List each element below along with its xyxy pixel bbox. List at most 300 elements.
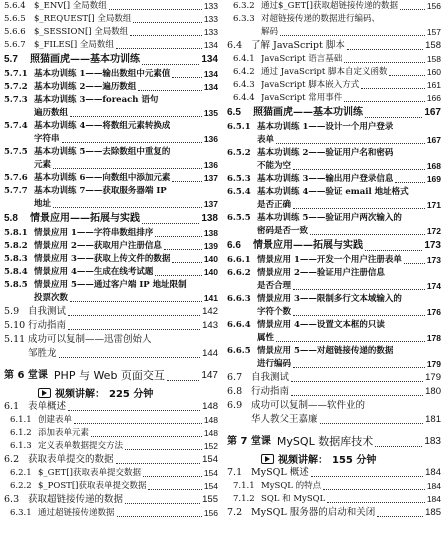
lesson-number: 第 7 堂课 — [227, 436, 271, 447]
dot-leader — [293, 315, 425, 316]
toc-entry[interactable] — [4, 427, 218, 440]
page-number: 172 — [426, 226, 441, 236]
entry-title: 基本功训练 4——将数组元素转换成 — [34, 121, 171, 131]
dot-leader — [404, 263, 425, 264]
toc-entry-continuation — [4, 198, 218, 211]
entry-title: 行动指南 — [251, 386, 290, 397]
toc-right-column — [227, 0, 441, 560]
entry-title: 基本功训练 4——验证 email 地址格式 — [257, 187, 409, 197]
toc-entry[interactable] — [227, 493, 441, 506]
dot-leader — [172, 181, 201, 182]
toc-entry[interactable] — [227, 0, 441, 13]
entry-title: $_POST[]获取表单提交数据 — [38, 481, 147, 491]
entry-title: 基本功训练 2——遍历数组 — [34, 82, 137, 92]
toc-entry[interactable] — [227, 385, 441, 399]
toc-entry-continuation — [4, 347, 218, 361]
toc-entry-continuation — [227, 26, 441, 39]
dot-leader — [276, 341, 425, 342]
toc-entry[interactable] — [4, 400, 218, 414]
entry-number: 5.8.5 — [4, 280, 28, 290]
entry-number: 6.4.1 — [233, 54, 255, 64]
entry-title: 通过超链接传递数据 — [38, 508, 115, 518]
entry-title: 表单 — [257, 135, 275, 145]
entry-number: 6.1.2 — [10, 428, 32, 438]
lesson-title: MySQL 数据库技术 — [276, 435, 374, 448]
page-number: 141 — [203, 293, 218, 303]
toc-entry[interactable] — [227, 13, 441, 26]
dot-leader — [311, 476, 423, 477]
dot-leader — [130, 35, 202, 36]
dot-leader — [293, 289, 425, 290]
dot-leader — [276, 143, 425, 144]
toc-entry[interactable] — [4, 26, 218, 39]
toc-entry[interactable] — [4, 333, 218, 347]
page-number: 183 — [424, 436, 441, 447]
entry-title: 情景应用 2——获取用户注册信息 — [34, 241, 162, 251]
page-number: 154 — [203, 468, 218, 478]
toc-entry[interactable] — [227, 92, 441, 105]
entry-number: 5.8.1 — [4, 228, 28, 238]
entry-number: 7.1.1 — [233, 481, 255, 491]
page-number: 148 — [203, 428, 218, 438]
toc-entry[interactable] — [4, 266, 218, 279]
toc-entry-continuation — [4, 292, 218, 305]
dot-leader — [365, 117, 422, 118]
page-number: 148 — [202, 401, 218, 412]
toc-entry[interactable] — [4, 240, 218, 253]
entry-title: $_GET[]获取表单提交数据 — [38, 468, 141, 478]
entry-title: $_FILES[] 全局数组 — [34, 40, 114, 50]
page-number: 140 — [203, 254, 218, 264]
entry-number: 6.4.4 — [233, 93, 255, 103]
entry-number: 5.8.2 — [4, 241, 28, 251]
toc-entry[interactable] — [4, 94, 218, 107]
entry-number: 5.7.6 — [4, 173, 28, 183]
page-number: 134 — [203, 82, 218, 92]
entry-number: 6.6.1 — [227, 255, 251, 265]
entry-number: 5.7.2 — [4, 82, 28, 92]
dot-leader — [53, 168, 202, 169]
dot-leader — [155, 275, 201, 276]
page-number: 178 — [426, 333, 441, 343]
entry-number: 6.3 — [4, 494, 20, 505]
dot-leader — [70, 301, 202, 302]
entry-title: 华人教父王嘉廉 — [251, 414, 318, 425]
entry-title: 情景应用 4——设置文本框的只读 — [257, 320, 385, 330]
page-number: 160 — [426, 67, 441, 77]
toc-section-heading[interactable] — [4, 52, 218, 68]
toc-entry[interactable] — [4, 480, 218, 493]
entry-title: 基本功训练 1——输出数组中元素值 — [34, 69, 171, 79]
page-number: 185 — [425, 507, 441, 518]
toc-entry[interactable] — [4, 13, 218, 26]
entry-number: 6.4.3 — [233, 80, 255, 90]
entry-title: MySQL 概述 — [251, 467, 309, 478]
page-number: 168 — [426, 161, 441, 171]
page-number: 156 — [203, 508, 218, 518]
page-number: 157 — [426, 27, 441, 37]
entry-number: 5.8 — [4, 213, 18, 224]
entry-title: 字符个数 — [257, 307, 292, 317]
dot-leader — [155, 236, 201, 237]
entry-number: 6.6.5 — [227, 346, 251, 356]
dot-leader — [116, 48, 202, 49]
dot-leader — [68, 329, 200, 330]
page-number: 138 — [203, 228, 218, 238]
toc-entry[interactable] — [227, 466, 441, 480]
entry-title: 属性 — [257, 333, 275, 343]
dot-leader — [74, 423, 202, 424]
entry-title: 情景应用 1——字符串数组排序 — [34, 228, 154, 238]
entry-number: 5.6.6 — [4, 27, 26, 37]
page-number: 184 — [425, 467, 441, 478]
entry-title: 行动指南 — [28, 320, 67, 331]
page-number: 158 — [425, 40, 441, 51]
entry-title: 字符串 — [34, 134, 60, 144]
page-number: 148 — [203, 415, 218, 425]
toc-entry[interactable] — [227, 345, 441, 358]
dot-leader — [164, 249, 202, 250]
toc-entry[interactable] — [227, 480, 441, 493]
entry-number: 5.7.1 — [4, 69, 28, 79]
entry-number: 6.4.2 — [233, 67, 255, 77]
dot-leader — [68, 315, 200, 316]
page-number: 136 — [203, 160, 218, 170]
dot-leader — [142, 223, 199, 224]
entry-number: 7.1.2 — [233, 494, 255, 504]
page-number: 139 — [203, 241, 218, 251]
entry-number: 6.1.3 — [10, 441, 32, 451]
entry-title: 情景应用 2——验证用户注册信息 — [257, 268, 385, 278]
entry-title: 基本功训练 2——验证用户名和密码 — [257, 148, 394, 158]
entry-title: 定义表单数据提交方法 — [38, 441, 124, 451]
dot-leader — [125, 449, 202, 450]
page-number: 133 — [203, 14, 218, 24]
lesson-heading[interactable] — [227, 433, 441, 451]
toc-entry[interactable] — [227, 173, 441, 186]
entry-title: 基本功训练 3——输出用户登录信息 — [257, 174, 394, 184]
toc-entry-continuation — [4, 159, 218, 172]
toc-entry[interactable] — [227, 66, 441, 79]
dot-leader — [142, 64, 199, 65]
entry-title: 密码是否一致 — [257, 226, 309, 236]
page-number: 167 — [424, 107, 441, 118]
entry-title: 获取超链接传递的数据 — [28, 494, 124, 505]
entry-title: MySQL 服务器的启动和关闭 — [251, 507, 376, 518]
entry-title: 基本功训练 5——验证用户两次输入的 — [257, 213, 402, 223]
dot-leader — [133, 22, 201, 23]
toc-entry[interactable] — [4, 146, 218, 159]
dot-leader — [172, 77, 201, 78]
entry-title: 邹胜龙 — [28, 348, 57, 359]
video-duration — [4, 385, 218, 400]
video-minutes: 225 分钟 — [109, 389, 154, 400]
entry-number: 6.6.3 — [227, 294, 251, 304]
entry-title: 创建表单 — [38, 415, 73, 425]
entry-title: 元素 — [34, 160, 52, 170]
toc-entry[interactable] — [4, 414, 218, 427]
entry-number: 6.5.2 — [227, 148, 251, 158]
entry-number: 6.5.5 — [227, 213, 251, 223]
dot-leader — [323, 489, 425, 490]
entry-number: 5.9 — [4, 306, 20, 317]
entry-title: 基本功训练 1——设计一个用户登录 — [257, 122, 394, 132]
toc-entry[interactable] — [4, 0, 218, 13]
page-number: 179 — [425, 372, 441, 383]
entry-number: 6.1 — [4, 401, 20, 412]
entry-number: 6.3.3 — [233, 14, 255, 24]
dot-leader — [320, 423, 424, 424]
video-icon — [38, 388, 51, 398]
page-number: 142 — [202, 306, 218, 317]
toc-entry[interactable] — [4, 120, 218, 133]
entry-number: 6.2.2 — [10, 481, 32, 491]
dot-leader — [280, 35, 425, 36]
dot-leader — [172, 262, 201, 263]
entry-number: 6.5 — [227, 107, 241, 118]
dot-leader — [293, 208, 425, 209]
dot-leader — [68, 410, 200, 411]
entry-title: 遍历数组 — [34, 108, 69, 118]
entry-title: 情景应用——拓展与实践 — [30, 213, 140, 224]
dot-leader — [361, 88, 425, 89]
toc-entry[interactable] — [227, 186, 441, 199]
entry-title: JavaScript 常用事件 — [261, 93, 343, 103]
lesson-heading[interactable] — [4, 367, 218, 385]
entry-title: 是否合理 — [257, 281, 292, 291]
entry-title: $_ENV[] 全局数组 — [34, 1, 107, 11]
entry-number: 6.2 — [4, 454, 20, 465]
toc-entry[interactable] — [227, 212, 441, 225]
dot-leader — [53, 207, 202, 208]
toc-entry[interactable] — [227, 121, 441, 134]
toc-entry-continuation — [4, 133, 218, 146]
page-number: 174 — [426, 281, 441, 291]
toc-section-heading[interactable] — [4, 211, 218, 227]
dot-leader — [167, 380, 199, 381]
entry-number: 6.5.3 — [227, 174, 251, 184]
entry-number: 6.7 — [227, 372, 243, 383]
entry-number: 6.8 — [227, 386, 243, 397]
video-icon — [261, 454, 274, 464]
dot-leader — [116, 463, 201, 464]
entry-title: 自我测试 — [251, 372, 290, 383]
toc-entry[interactable] — [4, 172, 218, 185]
entry-number: 6.3.2 — [233, 1, 255, 11]
video-minutes: 155 分钟 — [332, 455, 377, 466]
entry-title: 情景应用 4——生成在线考试题 — [34, 267, 154, 277]
page-number: 137 — [203, 173, 218, 183]
entry-number: 6.6.2 — [227, 268, 251, 278]
toc-entry[interactable] — [4, 453, 218, 467]
entry-title: 基本功训练 7——获取服务器端 IP — [34, 186, 167, 196]
toc-entry[interactable] — [227, 79, 441, 92]
entry-number: 5.7.4 — [4, 121, 28, 131]
entry-number: 6.1.1 — [10, 415, 32, 425]
entry-number: 5.6.4 — [4, 1, 26, 11]
toc-entry[interactable] — [4, 467, 218, 480]
entry-title: 是否正确 — [257, 200, 292, 210]
toc-entry-continuation — [227, 332, 441, 345]
page-number: 173 — [424, 240, 441, 251]
lesson-number: 第 6 堂课 — [4, 370, 48, 381]
toc-entry[interactable] — [4, 39, 218, 52]
toc-entry[interactable] — [4, 305, 218, 319]
toc-entry-continuation — [4, 107, 218, 120]
dot-leader — [365, 250, 422, 251]
page-number: 134 — [201, 54, 218, 65]
toc-entry-continuation — [227, 160, 441, 173]
entry-title: 表单概述 — [28, 401, 67, 412]
entry-number: 6.9 — [227, 400, 243, 411]
entry-title: 基本功训练 3——foreach 语句 — [34, 95, 159, 105]
entry-number: 5.7.5 — [4, 147, 28, 157]
entry-number: 5.7 — [4, 54, 18, 65]
toc-entry[interactable] — [4, 68, 218, 81]
toc-entry-continuation — [227, 413, 441, 427]
page-number: 169 — [426, 174, 441, 184]
toc-entry[interactable] — [4, 507, 218, 520]
dot-leader — [377, 516, 423, 517]
dot-leader — [138, 90, 201, 91]
toc-entry[interactable] — [227, 293, 441, 306]
toc-left-column — [4, 0, 218, 560]
page-number: 134 — [203, 40, 218, 50]
dot-leader — [109, 9, 202, 10]
toc-entry[interactable] — [227, 254, 441, 267]
dot-leader — [347, 49, 423, 50]
dot-leader — [389, 75, 424, 76]
page-number: 143 — [202, 320, 218, 331]
toc-entry[interactable] — [227, 506, 441, 520]
entry-number: 6.4 — [227, 40, 243, 51]
dot-leader — [117, 516, 202, 517]
toc-entry[interactable] — [4, 227, 218, 240]
page-number: 156 — [426, 1, 441, 11]
entry-title: 进行编码 — [257, 359, 292, 369]
entry-title: 获取表单提交的数据 — [28, 454, 114, 465]
entry-title: 解码 — [261, 27, 279, 37]
entry-title: $_REQUEST[] 全局数组 — [34, 14, 132, 24]
toc-entry[interactable] — [227, 319, 441, 332]
page-number: 140 — [203, 267, 218, 277]
entry-title: 不能为空 — [257, 161, 292, 171]
entry-title: MySQL 的特点 — [261, 481, 322, 491]
entry-number: 5.8.4 — [4, 267, 28, 277]
page-number: 173 — [426, 255, 441, 265]
page-number: 138 — [201, 213, 218, 224]
page-number: 158 — [426, 54, 441, 64]
entry-title: 情景应用 5——通过客户端 IP 地址限制 — [34, 280, 187, 290]
page-number: 171 — [426, 200, 441, 210]
entry-title: 情景应用 5——对超链接传递的数据 — [257, 346, 394, 356]
toc-entry-continuation — [227, 306, 441, 319]
page-number: 133 — [203, 1, 218, 11]
entry-number: 5.10 — [4, 320, 26, 331]
dot-leader — [293, 367, 425, 368]
dot-leader — [62, 142, 202, 143]
entry-title: 情景应用 3——获取上传文件的数据 — [34, 254, 171, 264]
dot-leader — [310, 234, 425, 235]
page-number: 134 — [203, 69, 218, 79]
entry-title: 通过 JavaScript 脚本自定义函数 — [261, 67, 388, 77]
dot-leader — [344, 62, 425, 63]
entry-title: 成功可以复制——迅雷创始人 — [28, 334, 152, 345]
entry-title: 了解 JavaScript 脚本 — [251, 40, 345, 51]
toc-entry-continuation — [227, 134, 441, 147]
entry-number: 6.5.1 — [227, 122, 251, 132]
page-number: 144 — [202, 348, 218, 359]
page-number: 180 — [425, 386, 441, 397]
page-number: 136 — [203, 134, 218, 144]
toc-entry[interactable] — [227, 147, 441, 160]
toc-entry[interactable] — [227, 399, 441, 413]
page-number: 161 — [426, 80, 441, 90]
toc-entry[interactable] — [227, 371, 441, 385]
page-number: 184 — [426, 494, 441, 504]
toc-entry[interactable] — [4, 493, 218, 507]
entry-title: 情景应用——拓展与实践 — [253, 240, 363, 251]
page-number: 166 — [426, 93, 441, 103]
entry-title: 投票次数 — [34, 293, 69, 303]
entry-number: 7.2 — [227, 507, 243, 518]
entry-title: JavaScript 语言基础 — [261, 54, 343, 64]
toc-entry[interactable] — [4, 81, 218, 94]
toc-entry[interactable] — [227, 39, 441, 53]
page-number: 154 — [202, 454, 218, 465]
toc-entry[interactable] — [227, 53, 441, 66]
entry-title: 对超链接传递的数据进行编码、 — [261, 14, 381, 24]
toc-entry[interactable] — [4, 319, 218, 333]
toc-section-heading[interactable] — [227, 105, 441, 121]
toc-section-heading[interactable] — [227, 238, 441, 254]
dot-leader — [344, 101, 425, 102]
entry-title: 地址 — [34, 199, 52, 209]
dot-leader — [91, 436, 202, 437]
page-number: 167 — [426, 135, 441, 145]
dot-leader — [70, 116, 202, 117]
toc-entry-continuation — [227, 225, 441, 238]
entry-title: 情景应用 3——限制多行文本域输入的 — [257, 294, 402, 304]
entry-title: 通过$_GET[]获取超链接传递的数据 — [261, 1, 398, 11]
toc-entry[interactable] — [4, 440, 218, 453]
page-number: 147 — [201, 370, 218, 381]
page-number: 155 — [202, 494, 218, 505]
toc-entry[interactable] — [4, 185, 218, 198]
video-label: 视频讲解： — [278, 455, 328, 466]
entry-title: 添加表单元素 — [38, 428, 90, 438]
entry-title: 自我测试 — [28, 306, 67, 317]
entry-title: 基本功训练 5——去除数组中重复的 — [34, 147, 171, 157]
toc-entry[interactable] — [4, 253, 218, 266]
entry-number: 6.6 — [227, 240, 241, 251]
dot-leader — [291, 381, 423, 382]
dot-leader — [291, 395, 423, 396]
page-number: 137 — [203, 199, 218, 209]
entry-number: 5.7.3 — [4, 95, 28, 105]
entry-title: SQL 和 MySQL — [261, 494, 326, 504]
video-duration — [227, 451, 441, 466]
toc-entry[interactable] — [4, 279, 218, 292]
dot-leader — [327, 502, 425, 503]
entry-number: 5.6.5 — [4, 14, 26, 24]
page-number: 181 — [425, 414, 441, 425]
video-label: 视频讲解： — [55, 389, 105, 400]
page-number: 154 — [203, 481, 218, 491]
toc-entry[interactable] — [227, 267, 441, 280]
entry-number: 6.2.1 — [10, 468, 32, 478]
dot-leader — [59, 357, 201, 358]
